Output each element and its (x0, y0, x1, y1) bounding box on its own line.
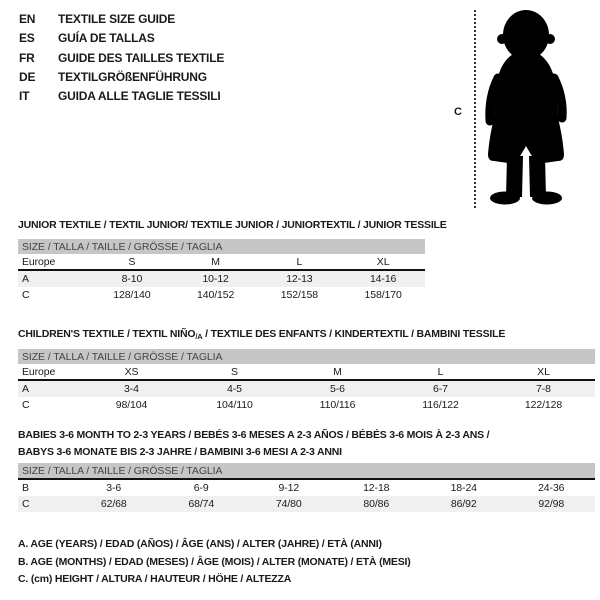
table-cell: 8-10 (90, 270, 174, 287)
language-row (19, 10, 224, 29)
row-label: C (22, 289, 30, 301)
section-title-part: / TEXTILE DES ENFANTS / KINDERTEXTIL / BAMBINI TESSILE (202, 328, 506, 340)
table-cell: 12-13 (258, 270, 342, 287)
table-row (18, 496, 595, 512)
size-col-header: XL (492, 364, 595, 380)
table-cell: 24-36 (508, 479, 596, 496)
legend-line-c: C. (cm) HEIGHT / ALTURA / HAUTEUR / HÖHE / ALTEZZA (18, 573, 292, 586)
row-label: C (18, 496, 70, 512)
section-title-line: BABYS 3-6 MONATE BIS 2-3 JAHRE / BAMBINI 3-6 MESI A 2-3 ANNI (18, 446, 342, 458)
height-label-c: C (454, 106, 462, 118)
size-col-header: XS (80, 364, 183, 380)
table-cell: 6-7 (389, 380, 492, 397)
table-cell: 5-6 (286, 380, 389, 397)
table-cell: 158/170 (364, 289, 402, 301)
table-cell: 116/122 (422, 399, 459, 411)
table-cell: 128/140 (113, 289, 151, 301)
table-cell: 140/152 (196, 289, 235, 301)
section-title-junior: JUNIOR TEXTILE / TEXTIL JUNIOR/ TEXTILE JUNIOR / JUNIORTEXTIL / JUNIOR TESSILE (18, 219, 447, 231)
table-cell: 6-9 (158, 479, 246, 496)
language-code: FR (19, 50, 35, 65)
language-code: ES (19, 31, 35, 46)
table-row (18, 254, 425, 270)
section-title-children (18, 326, 505, 345)
table-cell: 9-12 (245, 479, 333, 496)
table-row (18, 479, 595, 496)
table-row (18, 364, 595, 380)
table-row (18, 287, 425, 303)
section-title-babies (18, 427, 489, 461)
size-header-bar: SIZE / TALLA / TAILLE / GRÖSSE / TAGLIA (18, 463, 595, 479)
language-list (19, 10, 224, 106)
junior-size-table (18, 239, 425, 303)
row-label: C (22, 399, 30, 411)
section-title-part: CHILDREN'S TEXTILE / TEXTIL NIÑO (18, 328, 196, 340)
language-title: TEXTILGRÖßENFÜHRUNG (58, 69, 207, 84)
table-cell: 98/104 (115, 399, 148, 411)
language-row (19, 68, 224, 87)
size-col-header: S (90, 254, 174, 270)
table-cell: 3-6 (70, 479, 158, 496)
baby-silhouette (482, 8, 570, 208)
table-cell: 12-18 (333, 479, 421, 496)
language-row (19, 49, 224, 68)
row-label: B (18, 479, 70, 496)
language-code: EN (19, 12, 36, 26)
size-col-header: M (286, 364, 389, 380)
table-cell: 18-24 (420, 479, 508, 496)
table-cell: 68/74 (158, 496, 246, 512)
size-col-header: M (174, 254, 258, 270)
size-header-bar: SIZE / TALLA / TAILLE / GRÖSSE / TAGLIA (18, 349, 595, 364)
size-col-header: XL (341, 254, 425, 270)
table-cell: 152/158 (280, 289, 318, 301)
language-title: GUÍA DE TALLAS (58, 31, 155, 46)
size-header-row (18, 239, 425, 254)
size-col-header: L (258, 254, 342, 270)
table-cell: 74/80 (245, 496, 333, 512)
row-label: A (18, 270, 90, 287)
table-cell: 110/116 (319, 399, 356, 411)
language-row (19, 29, 224, 48)
legend-line-a: A. AGE (YEARS) / EDAD (AÑOS) / ÂGE (ANS) / ALTER (JAHRE) / ETÀ (ANNI) (18, 538, 382, 550)
language-row (19, 87, 224, 106)
language-code: DE (19, 69, 36, 84)
babies-size-table (18, 463, 595, 512)
row-label: A (18, 380, 80, 397)
size-header-row (18, 349, 595, 364)
table-row (18, 270, 425, 287)
table-cell: 92/98 (508, 496, 596, 512)
table-cell: 4-5 (183, 380, 286, 397)
language-code: IT (19, 89, 30, 104)
table-row (18, 397, 595, 413)
table-cell: 10-12 (174, 270, 258, 287)
section-title-subscript: /A (195, 332, 203, 341)
size-col-header: S (183, 364, 286, 380)
section-title-line: BABIES 3-6 MONTH TO 2-3 YEARS / BEBÉS 3-6 MESES A 2-3 AÑOS / BÉBÉS 3-6 MOIS À 2-3 ANS / (18, 429, 490, 441)
table-cell: 80/86 (333, 496, 421, 512)
legend (18, 536, 411, 589)
language-title: GUIDA ALLE TAGLIE TESSILI (58, 89, 221, 104)
table-cell: 62/68 (70, 496, 158, 512)
height-dotted-line (474, 10, 476, 208)
region-label: Europe (18, 364, 80, 380)
legend-line-b: B. AGE (MONTHS) / EDAD (MESES) / ÂGE (MOIS) / ALTER (MONATE) / ETÀ (MESI) (18, 555, 411, 568)
size-col-header: L (389, 364, 492, 380)
size-header-bar: SIZE / TALLA / TAILLE / GRÖSSE / TAGLIA (18, 239, 425, 254)
table-cell: 3-4 (80, 380, 183, 397)
table-cell: 122/128 (524, 399, 563, 411)
table-cell: 86/92 (420, 496, 508, 512)
language-title: GUIDE DES TAILLES TEXTILE (58, 50, 225, 65)
table-cell: 104/110 (216, 399, 253, 411)
size-header-row (18, 463, 595, 479)
table-cell: 14-16 (341, 270, 425, 287)
table-cell: 7-8 (492, 380, 595, 397)
region-label: Europe (18, 254, 90, 270)
table-row (18, 380, 595, 397)
children-size-table (18, 349, 595, 413)
language-title: TEXTILE SIZE GUIDE (58, 12, 176, 26)
